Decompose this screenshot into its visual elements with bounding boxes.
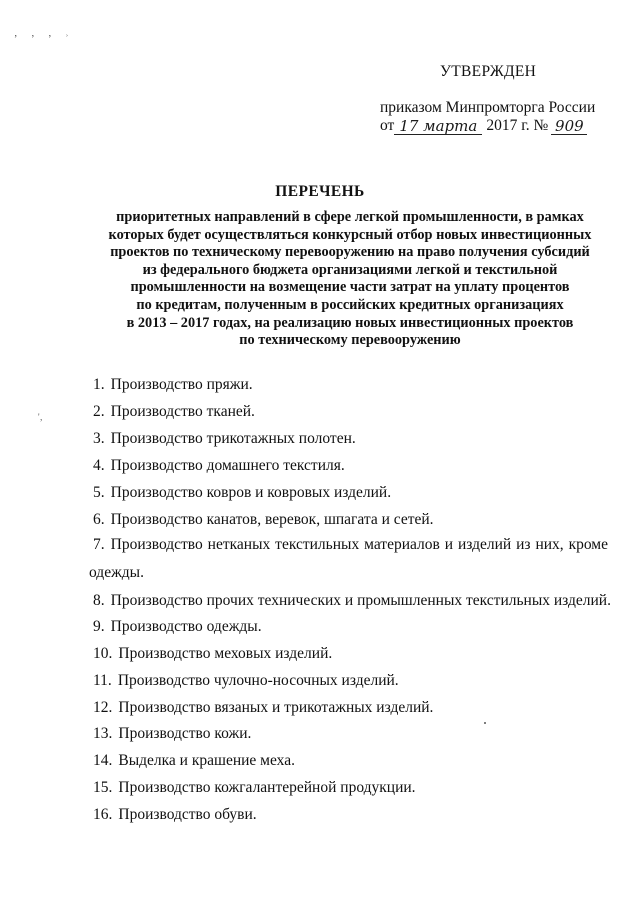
list-item: 1. Производство пряжи. [93,376,253,393]
approval-heading: УТВЕРЖДЕН [440,63,537,80]
list-item: 7. Производство нетканых текстильных материалов и изделий из них, кроме одежды. [89,536,608,581]
date-prefix: от [380,117,395,134]
subtitle-line: приоритетных направлений в сфере легкой промышленности, в рамках [116,209,584,225]
document-title: ПЕРЕЧЕНЬ [275,183,365,200]
list-item: 3. Производство трикотажных полотен. [93,430,356,447]
order-reference: приказом Минпромторга России [380,99,596,116]
scan-artifact: '‚ [38,412,43,422]
subtitle-line: из федерального бюджета организациями легкой и текстильной [142,261,558,278]
list-item: 14. Выделка и крашение меха. [93,752,295,769]
list-item: 4. Производство домашнего текстиля. [93,457,345,474]
scan-artifact [484,722,486,724]
list-item: 8. Производство прочих технических и промышленных текстильных изделий. [93,592,611,609]
subtitle-line: по кредитам, полученным в российских кредитных организациях [136,296,564,313]
list-item: 5. Производство ковров и ковровых изделий. [93,484,392,501]
list-item: 12. Производство вязаных и трикотажных изделий. [93,699,434,716]
order-year-number-label: 2017 г. № [486,117,549,134]
list-item: 11. Производство чулочно-носочных изделий. [93,672,399,689]
document-subtitle [60,209,640,350]
subtitle-line: промышленности на возмещение части затрат на уплату процентов [130,279,570,296]
handwritten-date: 17 марта [394,118,482,135]
list-item: 15. Производство кожгалантерейной продукции. [93,779,416,796]
subtitle-line: проектов по техническому перевооружению на право получения субсидий [110,244,590,261]
list-item: 13. Производство кожи. [93,725,252,742]
list-item: 6. Производство канатов, веревок, шпагата и сетей. [93,511,434,528]
subtitle-line: которых будет осуществляться конкурсный отбор новых инвестиционных [108,226,592,243]
subtitle-line: по техническому перевооружению [239,332,461,349]
list-item: 10. Производство меховых изделий. [93,645,333,662]
list-item: 2. Производство тканей. [93,403,255,420]
handwritten-order-number: 909 [551,118,587,135]
scan-artifact: ’ ’ ’ ʾ [14,34,75,45]
list-item: 9. Производство одежды. [93,618,262,635]
order-date-line [380,117,587,135]
list-item: 16. Производство обуви. [93,806,257,823]
subtitle-line: в 2013 – 2017 годах, на реализацию новых инвестиционных проектов [126,314,574,331]
